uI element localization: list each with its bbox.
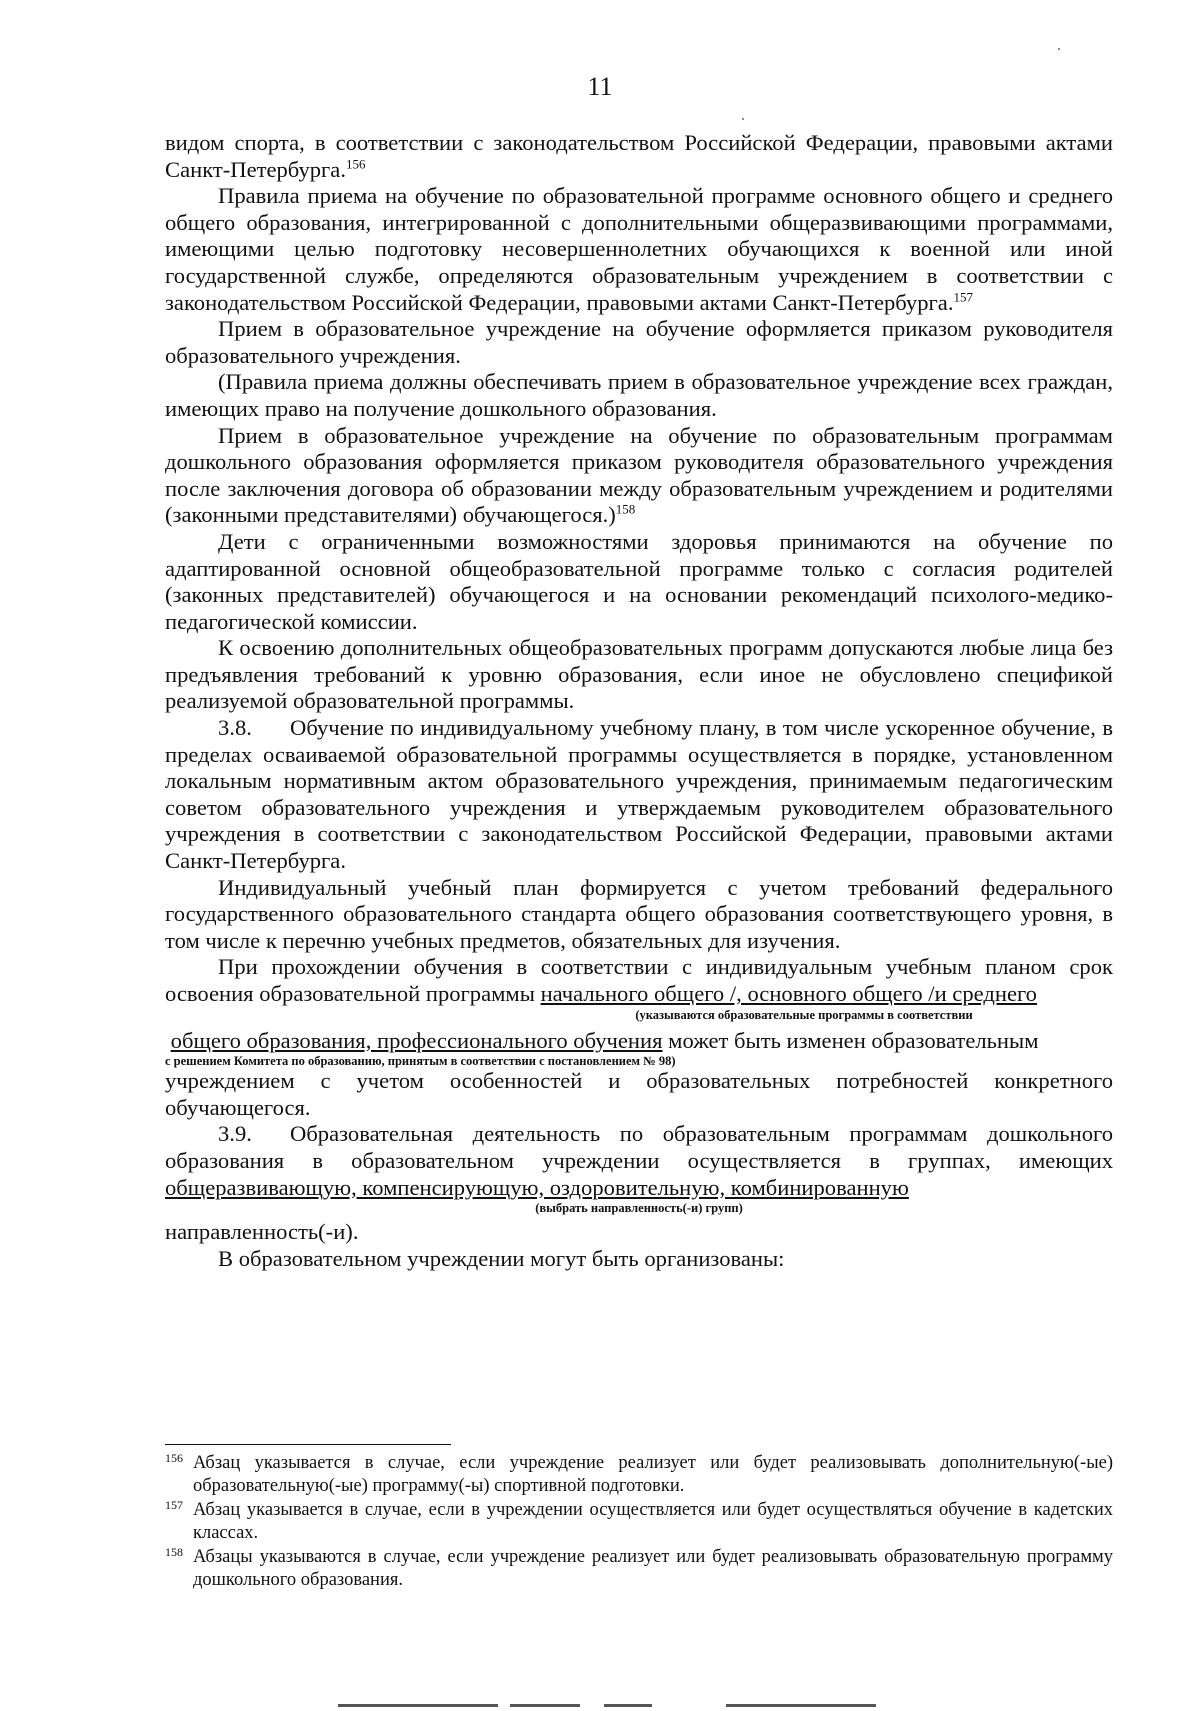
paragraph-continued: направленность(-и). (165, 1219, 359, 1245)
paragraph (165, 130, 1113, 183)
paragraph-text: видом спорта, в соответствии с законодательством Российской Федерации, правовыми актами Санкт-Петербурга. (165, 130, 1113, 182)
footnote-divider (165, 1444, 451, 1445)
footnote-ref: 156 (345, 156, 366, 172)
section-3-8 (165, 715, 1113, 875)
footnote (165, 1499, 1113, 1544)
scan-edge-mark (338, 1704, 498, 1707)
footnote-number: 157 (165, 1498, 183, 1512)
field-caption: (выбрать направленность(-и) групп) (535, 1201, 743, 1216)
paragraph: К освоению дополнительных общеобразовательных программ допускаются любые лица без предъявления требований к уровню образования, если иное не обусловлено спецификой реализуемой образовательной программы. (165, 635, 1113, 714)
scan-edge-mark (726, 1704, 876, 1707)
paragraph-text: Правила приема на обучение по образовательной программе основного общего и среднего общего образования, интегрированной с дополнительными общеразвивающими программами, имеющими целью подготовку несовершеннолетних обучающихся к военной или иной государственной службе, определяются образовательным учреждением в соответствии с законодательством Российской Федерации, правовыми актами Санкт-Петербурга. (165, 183, 1113, 315)
body-text (165, 130, 1113, 1272)
scan-speck (1058, 48, 1060, 50)
paragraph-continued (165, 1028, 1113, 1055)
footnote-text: Абзацы указываются в случае, если учреждение реализует или будет реализовывать образовательную программу дошкольного образования. (193, 1547, 1113, 1590)
paragraph: Индивидуальный учебный план формируется с учетом требований федерального государственного образовательного стандарта общего образования соответствующего уровня, в том числе к перечню учебных предметов, обязательных для изучения. (165, 874, 1113, 953)
paragraph: (Правила приема должны обеспечивать прием в образовательное учреждение всех граждан, имеющих право на получение дошкольного образования. (165, 369, 1113, 421)
paragraph-text: Обучение по индивидуальному учебному плану, в том числе ускоренное обучение, в пределах осваиваемой образовательной программы осуществляется в порядке, установленном локальным нормативным актом образовательного учреждения, принимаемым педагогическим советом образовательного учреждения и утверждаемым руководителем образовательного учреждения в соответствии с законодательством Российской Федерации, правовыми актами Санкт-Петербурга. (165, 715, 1113, 874)
paragraph-text: При прохождении обучения в соответствии с индивидуальным учебным планом срок освоения образовательной программы (165, 954, 1113, 1006)
footnote-text: Абзац указывается в случае, если в учреждении осуществляется или будет осуществляться обучение в кадетских классах. (193, 1500, 1113, 1543)
paragraph (165, 954, 1113, 1007)
paragraph-text: Образовательная деятельность по образовательным программам дошкольного образования в образовательном учреждении осуществляется в группах, имеющих (165, 1121, 1113, 1173)
fill-in-programs-continued: общего образования, профессионального обучения (170, 1027, 663, 1053)
footnotes (165, 1452, 1113, 1593)
footnote-ref: 157 (953, 289, 973, 305)
paragraph: Прием в образовательное учреждение на обучение оформляется приказом руководителя образовательного учреждения. (165, 316, 1113, 368)
footnote (165, 1546, 1113, 1591)
scan-speck (742, 118, 744, 120)
paragraph: В образовательном учреждении могут быть организованы: (218, 1245, 785, 1271)
scan-edge-mark (510, 1704, 580, 1707)
footnote-number: 158 (165, 1545, 183, 1559)
fill-in-directions: общеразвивающую, компенсирующую, оздоровительную, комбинированную (165, 1174, 909, 1200)
section-number: 3.8. (218, 715, 252, 741)
paragraph-continued: учреждением с учетом особенностей и образовательных потребностей конкретного обучающегося. (165, 1068, 1113, 1120)
fill-in-programs: начального общего /, основного общего /и среднего (540, 981, 1037, 1006)
section-3-9 (165, 1121, 1113, 1201)
paragraph-text: Прием в образовательное учреждение на обучение по образовательным программам дошкольного образования оформляется приказом руководителя образовательного учреждения после заключения договора об образовании между образовательным учреждением и родителями (законными представителями) обучающегося.) (165, 422, 1113, 528)
footnote-ref: 158 (615, 501, 636, 517)
footnote-text: Абзац указывается в случае, если учреждение реализует или будет реализовывать дополнительную(-ые) образовательную(-ые) программу(-ы) спортивной подготовки. (193, 1453, 1113, 1496)
paragraph (165, 423, 1113, 529)
page-number: 11 (587, 72, 613, 101)
field-caption: с решением Комитета по образованию, принятым в соответствии с постановлением № 98) (165, 1054, 676, 1069)
paragraph (165, 183, 1113, 316)
section-number: 3.9. (218, 1121, 252, 1147)
field-caption: (указываются образовательные программы в соответствии (635, 1007, 973, 1022)
paragraph: Дети с ограниченными возможностями здоровья принимаются на обучение по адаптированной основной общеобразовательной программе только с согласия родителей (законных представителей) обучающегося и на основании рекомендаций психолого-медико-педагогической комиссии. (165, 528, 1113, 634)
footnote (165, 1452, 1113, 1497)
footnote-number: 156 (165, 1451, 183, 1465)
scan-edge-mark (604, 1704, 652, 1707)
paragraph-text: может быть изменен образовательным (668, 1027, 1039, 1053)
